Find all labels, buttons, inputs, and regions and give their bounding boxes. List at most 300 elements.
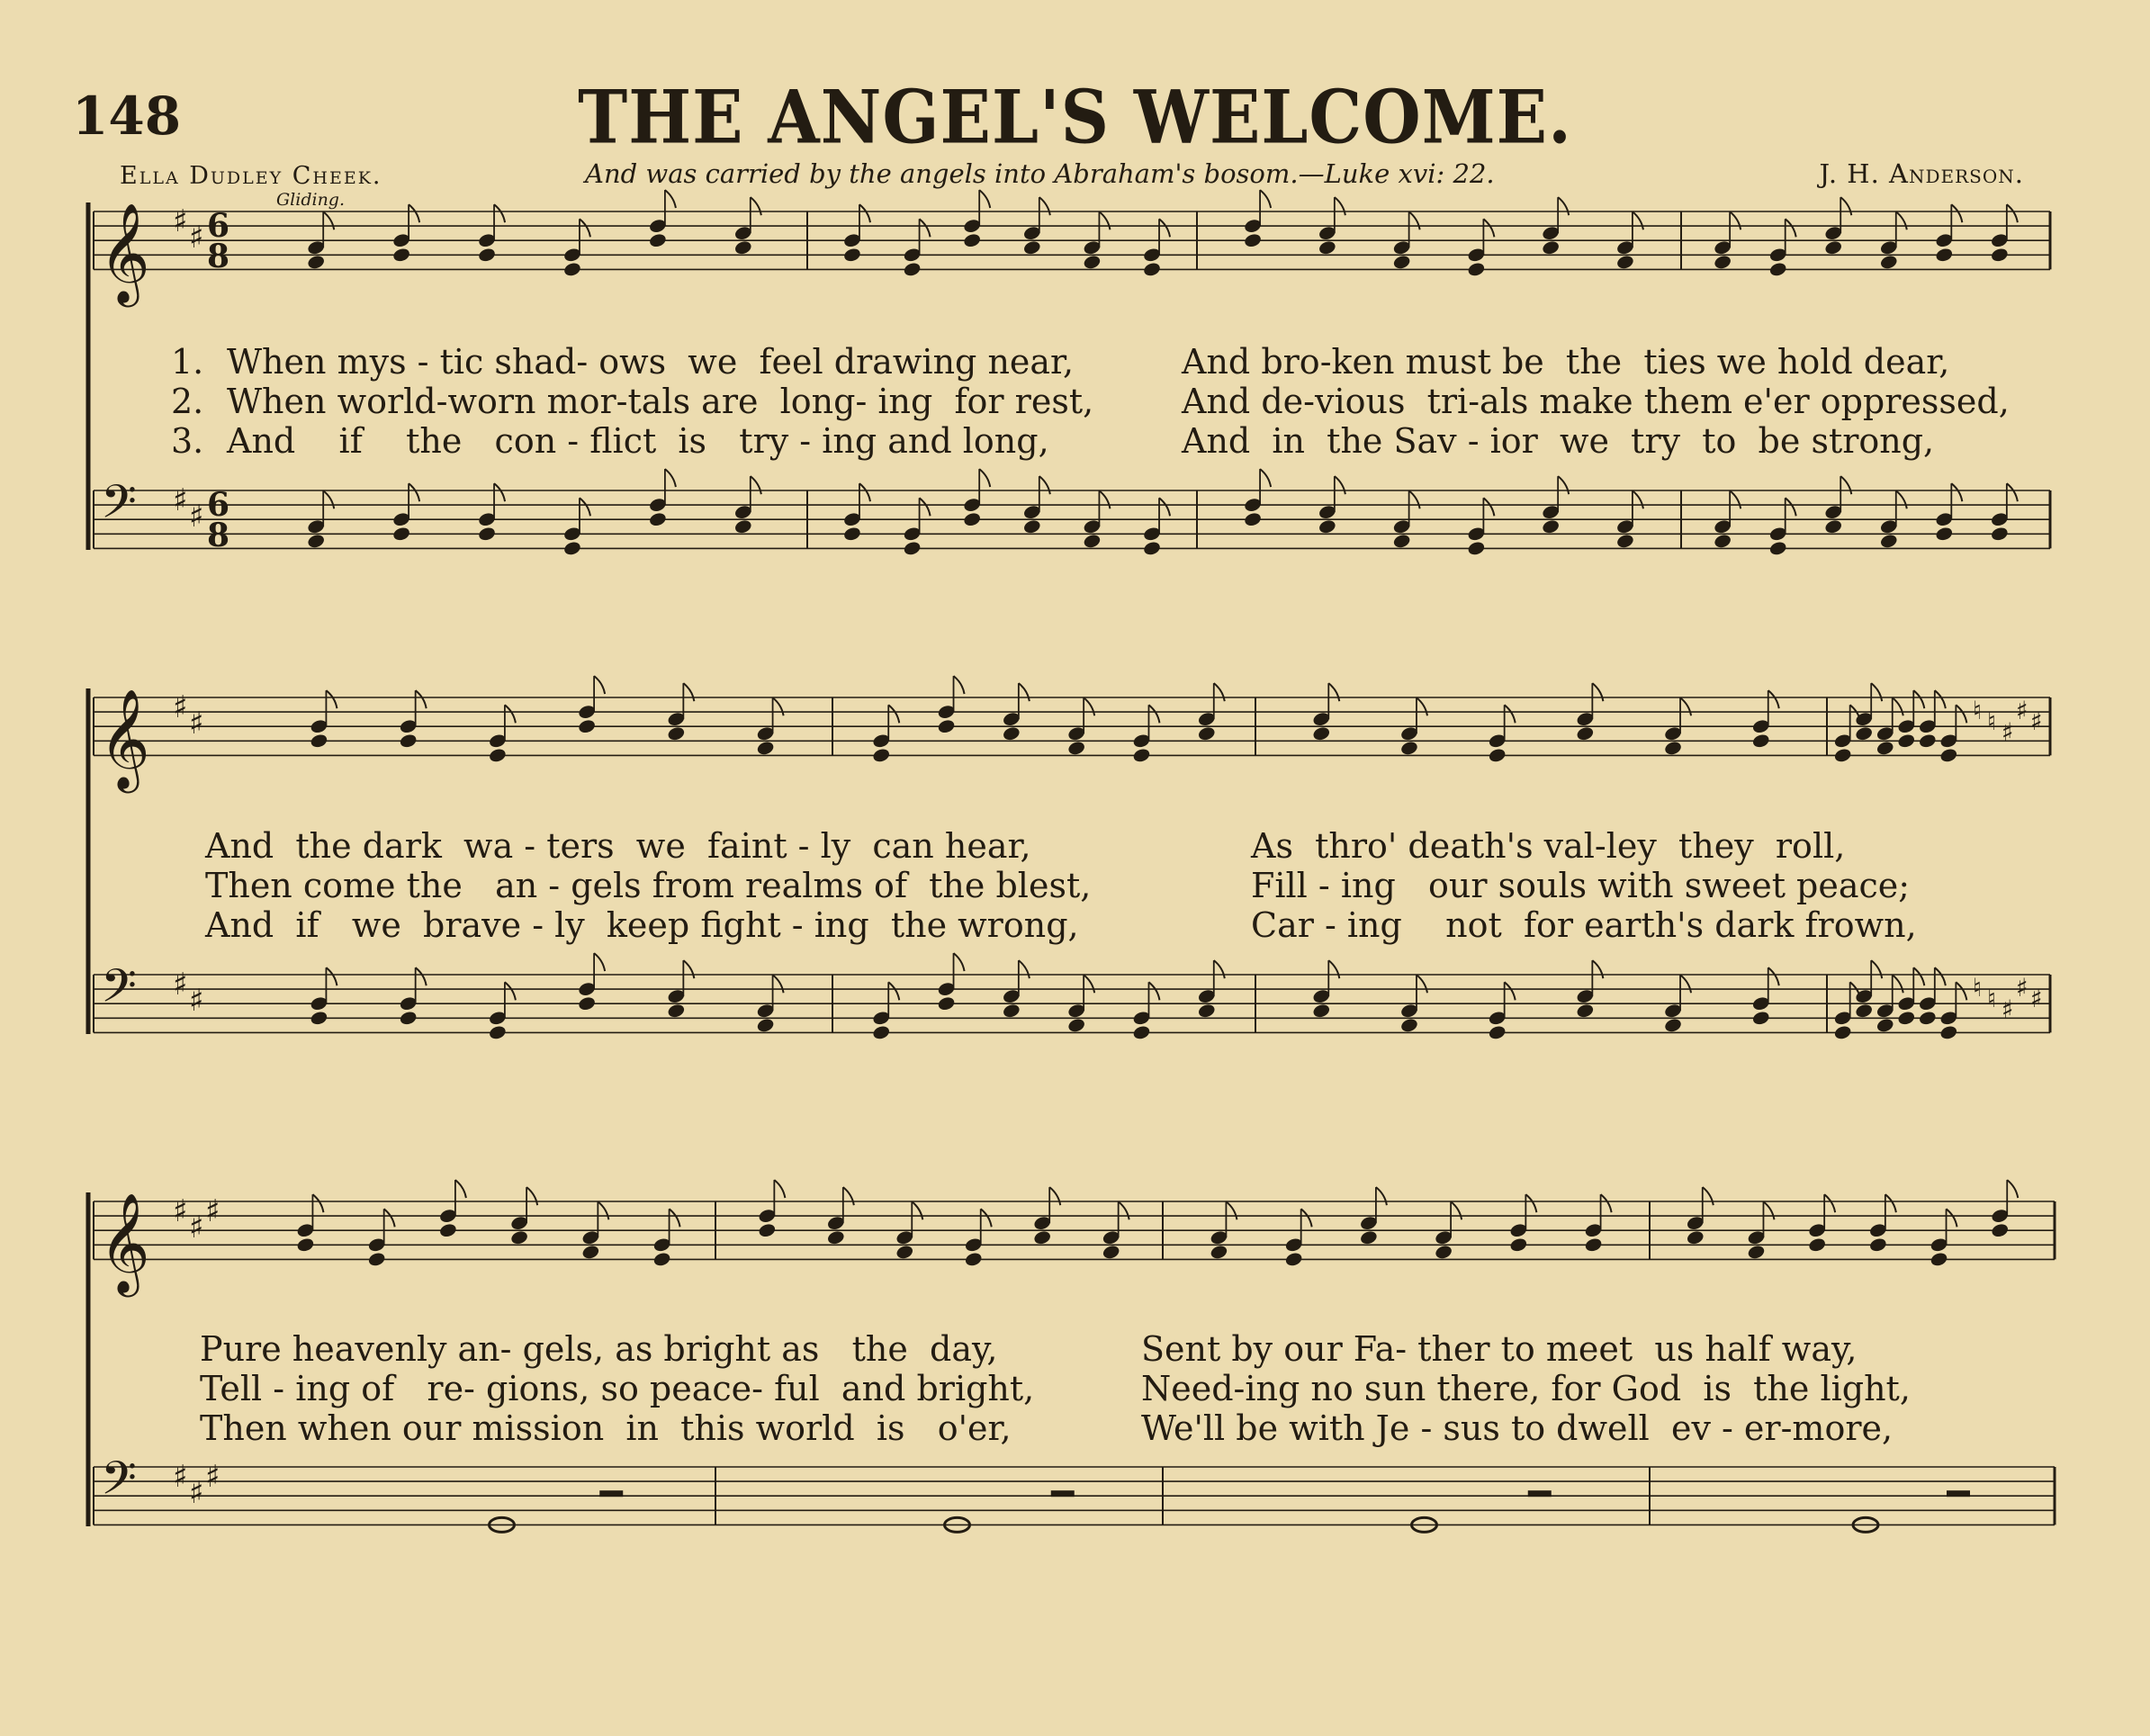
note-head xyxy=(1541,239,1560,256)
note-head xyxy=(1243,511,1262,527)
note-head xyxy=(1935,247,1954,263)
note-head xyxy=(1855,1003,1874,1019)
note-head xyxy=(1576,1003,1595,1019)
note-flag xyxy=(312,1194,323,1212)
note-head xyxy=(1768,540,1787,556)
note-head xyxy=(1102,1244,1120,1260)
lyric-line: Pure heavenly an- gels, as bright as the day, xyxy=(200,1329,998,1369)
sharp-icon: ♯ xyxy=(205,1459,220,1495)
note-flag xyxy=(1335,197,1345,215)
note-head xyxy=(1392,254,1411,270)
note-flag xyxy=(1680,975,1691,993)
note-flag xyxy=(1214,683,1225,701)
lyric-line: Sent by our Fa- ther to meet us half way, xyxy=(1141,1329,1858,1369)
note-head xyxy=(758,1222,777,1238)
accidental-icon: ♮ xyxy=(1973,973,1983,1003)
note-flag xyxy=(920,498,931,516)
sharp-icon: ♯ xyxy=(173,482,188,518)
note-flag xyxy=(1786,498,1796,516)
note-head xyxy=(1399,1017,1418,1033)
sharp-icon: ♯ xyxy=(173,203,188,239)
verse-number: 2. xyxy=(171,382,204,421)
note-head xyxy=(367,1251,386,1267)
note-flag xyxy=(888,705,899,723)
note-head xyxy=(1713,533,1732,549)
lyric-line: And in the Sav - ior we try to be strong, xyxy=(1182,421,1935,461)
treble-clef-icon: 𝄞 xyxy=(99,1192,150,1293)
note-flag xyxy=(1951,204,1962,222)
lyric-line: Tell - ing of re- gions, so peace- ful and bright, xyxy=(200,1369,1035,1408)
note-head xyxy=(872,747,891,763)
note-flag xyxy=(580,498,590,516)
note-flag xyxy=(751,476,761,494)
accidental-icon: ♮ xyxy=(1973,696,1983,725)
note-head xyxy=(1939,1024,1958,1040)
note-flag xyxy=(1763,1201,1774,1219)
lyric-line: Then come the an - gels from realms of the blest, xyxy=(205,866,1092,905)
note-flag xyxy=(1896,490,1907,508)
note-flag xyxy=(1840,476,1851,494)
note-head xyxy=(1897,1010,1916,1026)
note-head xyxy=(1197,1003,1216,1019)
note-head xyxy=(296,1237,315,1253)
accidental-icon: ♮ xyxy=(1987,984,1997,1013)
note-head xyxy=(1399,740,1418,756)
note-flag xyxy=(580,219,590,237)
lyric-line: When world-worn mor-tals are long- ing for rest, xyxy=(227,382,1094,421)
note-flag xyxy=(1601,1194,1612,1212)
note-flag xyxy=(1633,211,1643,229)
sharp-icon: ♯ xyxy=(173,1459,188,1495)
note-flag xyxy=(954,953,965,971)
note-head xyxy=(1576,725,1595,742)
treble-clef-icon: 𝄞 xyxy=(99,688,150,789)
note-flag xyxy=(1913,967,1924,985)
note-flag xyxy=(594,676,605,694)
note-flag xyxy=(1301,1209,1312,1227)
note-flag xyxy=(1768,690,1779,708)
note-head xyxy=(1392,533,1411,549)
note-head xyxy=(1879,254,1898,270)
note-head xyxy=(842,247,861,263)
note-head xyxy=(1879,533,1898,549)
note-head xyxy=(1663,740,1682,756)
note-head xyxy=(1824,518,1843,535)
note-flag xyxy=(1951,483,1962,501)
note-head xyxy=(963,232,982,248)
note-flag xyxy=(1871,683,1882,701)
note-flag xyxy=(683,960,694,978)
note-head xyxy=(1918,1010,1937,1026)
note-flag xyxy=(326,967,337,985)
note-head xyxy=(1990,247,2009,263)
note-head xyxy=(1434,1244,1453,1260)
tempo-marking: Gliding. xyxy=(276,190,346,210)
note-flag xyxy=(1226,1201,1237,1219)
note-head xyxy=(1833,1024,1852,1040)
note-head xyxy=(895,1244,914,1260)
note-flag xyxy=(1049,1187,1060,1205)
lyric-line: And if the con - flict is try - ing and long, xyxy=(227,421,1049,461)
note-flag xyxy=(1451,1201,1462,1219)
note-flag xyxy=(1730,211,1741,229)
note-head xyxy=(842,526,861,542)
note-head xyxy=(577,718,596,734)
note-head xyxy=(509,1229,528,1246)
note-head xyxy=(1713,254,1732,270)
note-head xyxy=(1751,733,1770,749)
note-head xyxy=(1318,239,1336,256)
note-flag xyxy=(1148,705,1159,723)
note-head xyxy=(1243,232,1262,248)
sharp-icon: ♯ xyxy=(189,706,204,742)
bass-clef-icon: 𝄢 xyxy=(101,958,137,1024)
note-head xyxy=(1855,725,1874,742)
note-head xyxy=(1083,533,1102,549)
note-head xyxy=(1318,518,1336,535)
note-flag xyxy=(1871,960,1882,978)
note-head xyxy=(399,733,418,749)
rest-icon xyxy=(1947,1490,1970,1497)
note-head xyxy=(1022,239,1041,256)
note-flag xyxy=(979,469,990,487)
note-flag xyxy=(1956,982,1966,1000)
note-head xyxy=(307,533,326,549)
time-signature-numerator: 6 xyxy=(207,207,230,245)
accidental-icon: ♮ xyxy=(1987,706,1997,736)
note-flag xyxy=(416,967,427,985)
note-flag xyxy=(416,690,427,708)
note-flag xyxy=(683,683,694,701)
note-flag xyxy=(1913,690,1924,708)
note-flag xyxy=(1260,469,1271,487)
lyric-line: And if we brave - ly keep fight - ing the wrong, xyxy=(205,905,1079,945)
note-head xyxy=(488,1024,507,1040)
note-head xyxy=(438,1222,457,1238)
sharp-icon: ♯ xyxy=(205,1193,220,1229)
note-head xyxy=(391,247,410,263)
rest-icon xyxy=(599,1490,623,1497)
note-head xyxy=(1488,747,1507,763)
note-flag xyxy=(1505,982,1516,1000)
note-flag xyxy=(773,697,784,715)
note-flag xyxy=(1260,190,1271,208)
lyric-line: And the dark wa - ters we faint - ly can hear, xyxy=(205,826,1031,866)
note-head xyxy=(1686,1229,1705,1246)
note-flag xyxy=(1084,975,1094,993)
sharp-icon: ♯ xyxy=(189,1210,204,1246)
note-flag xyxy=(2007,1180,2018,1198)
note-head xyxy=(1663,1017,1682,1033)
note-flag xyxy=(1592,683,1603,701)
note-flag xyxy=(1935,967,1946,985)
note-head xyxy=(577,995,596,1012)
time-signature-numerator: 6 xyxy=(207,486,230,524)
note-head xyxy=(733,239,752,256)
note-head xyxy=(1083,254,1102,270)
note-flag xyxy=(1019,960,1030,978)
note-flag xyxy=(1893,697,1903,715)
note-flag xyxy=(1417,697,1427,715)
accidental-icon: ♯ xyxy=(2030,706,2043,736)
page-number: 148 xyxy=(72,85,182,147)
note-head xyxy=(872,1024,891,1040)
note-flag xyxy=(1786,219,1796,237)
note-flag xyxy=(598,1201,608,1219)
note-flag xyxy=(1328,960,1339,978)
note-head xyxy=(652,1251,671,1267)
note-head xyxy=(1022,518,1041,535)
note-head xyxy=(903,540,922,556)
note-head xyxy=(756,740,775,756)
time-signature-denominator: 8 xyxy=(207,517,230,554)
note-head xyxy=(1488,1024,1507,1040)
note-flag xyxy=(1328,683,1339,701)
lyric-line: As thro' death's val-ley they roll, xyxy=(1251,826,1846,866)
note-head xyxy=(1897,733,1916,749)
note-flag xyxy=(859,483,870,501)
note-flag xyxy=(1703,1187,1714,1205)
lyric-line: Car - ing not for earth's dark frown, xyxy=(1251,905,1917,945)
note-flag xyxy=(1483,498,1494,516)
note-head xyxy=(1066,1017,1085,1033)
sharp-icon: ♯ xyxy=(189,220,204,256)
note-flag xyxy=(1159,498,1170,516)
note-flag xyxy=(409,204,419,222)
note-head xyxy=(1132,1024,1151,1040)
note-flag xyxy=(665,469,676,487)
note-flag xyxy=(455,1180,466,1198)
note-head xyxy=(1930,1251,1948,1267)
accidental-icon: ♯ xyxy=(2002,994,2014,1024)
note-head xyxy=(1033,1229,1052,1246)
note-flag xyxy=(1633,490,1643,508)
note-head xyxy=(667,1003,686,1019)
note-flag xyxy=(843,1187,854,1205)
note-flag xyxy=(1039,197,1050,215)
lyric-line: Fill - ing our souls with sweet peace; xyxy=(1251,866,1911,905)
note-flag xyxy=(1099,490,1110,508)
note-head xyxy=(562,540,581,556)
note-flag xyxy=(494,483,505,501)
note-head xyxy=(1132,747,1151,763)
note-head xyxy=(1824,239,1843,256)
note-head xyxy=(1990,526,2009,542)
note-flag xyxy=(1730,490,1741,508)
note-head xyxy=(310,733,328,749)
note-flag xyxy=(1935,690,1946,708)
note-head xyxy=(477,526,496,542)
note-head xyxy=(1876,740,1894,756)
sharp-icon: ♯ xyxy=(173,689,188,725)
note-head xyxy=(307,254,326,270)
note-head xyxy=(488,747,507,763)
sharp-icon: ♯ xyxy=(189,983,204,1019)
note-head xyxy=(1312,725,1331,742)
note-head xyxy=(667,725,686,742)
note-flag xyxy=(920,219,931,237)
note-flag xyxy=(384,1209,395,1227)
note-head xyxy=(1312,1003,1331,1019)
time-signature-denominator: 8 xyxy=(207,238,230,275)
lyric-line: When mys - tic shad- ows we feel drawing near, xyxy=(227,342,1075,382)
note-head xyxy=(1833,747,1852,763)
note-flag xyxy=(981,1209,992,1227)
rest-icon xyxy=(1528,1490,1552,1497)
note-head xyxy=(826,1229,845,1246)
lyricist-credit: Ella Dudley Cheek. xyxy=(120,162,382,190)
lyric-line: We'll be with Je - sus to dwell ev - er-more, xyxy=(1141,1408,1894,1448)
note-head xyxy=(310,1010,328,1026)
note-head xyxy=(756,1017,775,1033)
note-head xyxy=(648,232,667,248)
composer-credit: J. H. Anderson. xyxy=(1819,158,2024,189)
note-head xyxy=(399,1010,418,1026)
note-flag xyxy=(1824,1194,1835,1212)
note-head xyxy=(391,526,410,542)
note-flag xyxy=(1335,476,1345,494)
note-flag xyxy=(505,705,516,723)
note-flag xyxy=(1680,697,1691,715)
note-flag xyxy=(751,197,761,215)
note-head xyxy=(1142,540,1161,556)
note-head xyxy=(1002,1003,1021,1019)
treble-clef-icon: 𝄞 xyxy=(99,202,150,303)
note-head xyxy=(937,718,956,734)
bass-clef-icon: 𝄢 xyxy=(101,474,137,540)
note-flag xyxy=(1505,705,1516,723)
note-flag xyxy=(494,204,505,222)
note-head xyxy=(964,1251,983,1267)
note-flag xyxy=(1768,967,1779,985)
note-flag xyxy=(2007,483,2018,501)
sharp-icon: ♯ xyxy=(173,1193,188,1229)
note-flag xyxy=(954,676,965,694)
accidental-icon: ♯ xyxy=(2002,717,2014,747)
note-head xyxy=(1615,533,1634,549)
note-head xyxy=(1991,1222,2010,1238)
note-head xyxy=(1210,1244,1228,1260)
note-head xyxy=(1935,526,1954,542)
sharp-icon: ♯ xyxy=(173,967,188,1003)
note-flag xyxy=(774,1180,785,1198)
note-head xyxy=(1541,518,1560,535)
note-head xyxy=(477,247,496,263)
note-flag xyxy=(323,211,334,229)
note-head xyxy=(733,518,752,535)
note-flag xyxy=(888,982,899,1000)
note-head xyxy=(1751,1010,1770,1026)
note-flag xyxy=(1592,960,1603,978)
note-flag xyxy=(1039,476,1050,494)
sharp-icon: ♯ xyxy=(189,499,204,535)
note-flag xyxy=(1376,1187,1387,1205)
note-flag xyxy=(526,1187,537,1205)
note-flag xyxy=(1893,975,1903,993)
note-flag xyxy=(1558,476,1569,494)
note-flag xyxy=(773,975,784,993)
note-flag xyxy=(979,190,990,208)
accidental-icon: ♯ xyxy=(2030,984,2043,1013)
note-head xyxy=(1359,1229,1378,1246)
note-head xyxy=(562,261,581,277)
note-flag xyxy=(1119,1201,1129,1219)
note-head xyxy=(581,1244,600,1260)
note-head xyxy=(1939,747,1958,763)
note-head xyxy=(1876,1017,1894,1033)
note-head xyxy=(1768,261,1787,277)
note-flag xyxy=(1409,490,1420,508)
note-flag xyxy=(505,982,516,1000)
bass-clef-icon: 𝄢 xyxy=(101,1451,137,1516)
note-head xyxy=(1747,1244,1766,1260)
note-flag xyxy=(670,1209,680,1227)
note-flag xyxy=(1840,197,1851,215)
accidental-icon: ♯ xyxy=(2016,696,2029,725)
note-flag xyxy=(1099,211,1110,229)
note-head xyxy=(1807,1237,1826,1253)
note-flag xyxy=(912,1201,922,1219)
rest-icon xyxy=(1051,1490,1075,1497)
note-flag xyxy=(1525,1194,1536,1212)
note-flag xyxy=(1148,982,1159,1000)
note-head xyxy=(1509,1237,1528,1253)
note-head xyxy=(1284,1251,1303,1267)
sharp-icon: ♯ xyxy=(189,1475,204,1511)
note-head xyxy=(903,261,922,277)
note-head xyxy=(1197,725,1216,742)
note-head xyxy=(963,511,982,527)
scripture-reference: And was carried by the angels into Abraham's bosom.—Luke xvi: 22. xyxy=(585,158,1495,189)
note-flag xyxy=(1956,705,1966,723)
note-flag xyxy=(1483,219,1494,237)
note-flag xyxy=(2007,204,2018,222)
lyric-line: Then when our mission in this world is o'er, xyxy=(200,1408,1012,1448)
note-flag xyxy=(1019,683,1030,701)
lyric-line: Need-ing no sun there, for God is the light, xyxy=(1141,1369,1911,1408)
accidental-icon: ♯ xyxy=(2016,973,2029,1003)
note-head xyxy=(1918,733,1937,749)
verse-number: 1. xyxy=(171,342,204,382)
note-flag xyxy=(1896,211,1907,229)
hymn-title: THE ANGEL'S WELCOME. xyxy=(578,75,1572,161)
note-flag xyxy=(1885,1194,1896,1212)
note-head xyxy=(1584,1237,1603,1253)
note-flag xyxy=(1558,197,1569,215)
note-head xyxy=(1868,1237,1887,1253)
note-flag xyxy=(594,953,605,971)
note-head xyxy=(937,995,956,1012)
lyric-line: And de-vious tri-als make them e'er oppressed, xyxy=(1182,382,2010,421)
note-head xyxy=(648,511,667,527)
note-flag xyxy=(323,490,334,508)
lyric-line: And bro-ken must be the ties we hold dear, xyxy=(1182,342,1950,382)
note-flag xyxy=(409,483,419,501)
note-flag xyxy=(1417,975,1427,993)
note-flag xyxy=(1947,1209,1957,1227)
note-head xyxy=(1467,261,1486,277)
note-flag xyxy=(1214,960,1225,978)
note-head xyxy=(1467,540,1486,556)
note-flag xyxy=(1084,697,1094,715)
note-flag xyxy=(326,690,337,708)
note-flag xyxy=(1159,219,1170,237)
note-head xyxy=(1002,725,1021,742)
verse-number: 3. xyxy=(171,421,204,461)
note-head xyxy=(1615,254,1634,270)
note-head xyxy=(1066,740,1085,756)
note-flag xyxy=(1409,211,1420,229)
